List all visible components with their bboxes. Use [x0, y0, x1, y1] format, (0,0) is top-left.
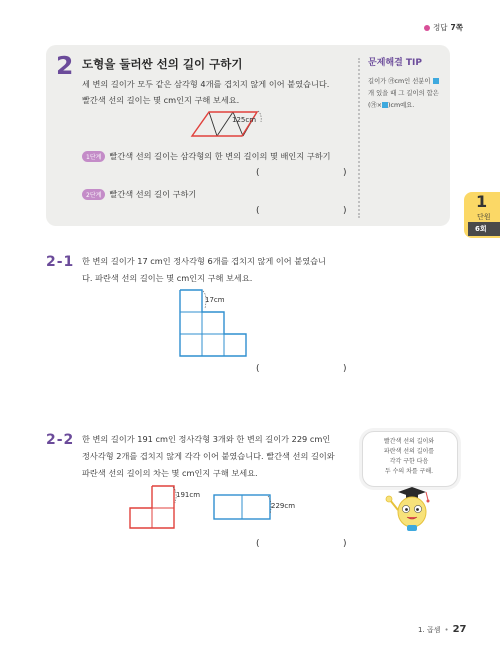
tip-line2: 개 있을 때 그 길이의 합은 [368, 90, 439, 97]
q2-2-answer-open: ( [256, 539, 260, 549]
q2-2-text-line3: 파란색 선의 길이의 차는 몇 cm인지 구해 보세요. [82, 468, 258, 478]
triangle-strip-figure [190, 106, 270, 140]
footer-separator-icon: • [444, 625, 449, 634]
red-square-figure [128, 484, 176, 530]
question-2-1-number: 2-1 [46, 254, 75, 270]
footer-section: 1. 곱셈 [418, 625, 441, 634]
tip-line3-end: )cm예요. [388, 102, 415, 109]
q2-1-text-line2: 다. 파란색 선의 길이는 몇 cm인지 구해 보세요. [82, 273, 253, 283]
bullet-icon [424, 25, 430, 31]
square-side-label: 17cm [205, 296, 225, 304]
problem-number: 2 [56, 51, 74, 80]
step1-text: 빨간색 선의 길이는 삼각형의 한 변의 길이의 몇 배인지 구하기 [109, 151, 331, 161]
q2-1-answer-field[interactable] [262, 362, 340, 376]
problem-text-line1: 세 변의 길이가 모두 같은 삼각형 4개를 겹치지 않게 이어 붙였습니다. [82, 79, 330, 89]
hint-line2: 파란색 선의 길이를 [383, 448, 435, 455]
q2-2-text-line1: 한 변의 길이가 191 cm인 정사각형 3개와 한 변의 길이가 229 cm인 [82, 434, 331, 444]
page-number: 27 [452, 624, 467, 635]
step2-row [82, 189, 196, 200]
triangle-side-label: 125cm [232, 116, 257, 124]
unit-label: 단원 [477, 213, 491, 221]
red-square-side-label: 191cm [176, 491, 201, 499]
mascot-icon [384, 486, 440, 532]
q2-2-answer-field[interactable] [262, 537, 340, 551]
hint-line4: 두 수의 차를 구해. [384, 468, 434, 475]
step1-row [82, 151, 331, 162]
step1-badge: 1단계 [82, 151, 105, 162]
triangle-edge [209, 112, 217, 136]
blue-square-figure [212, 493, 274, 521]
unit-number: 1 [476, 192, 488, 211]
step1-answer-close: ) [343, 168, 347, 178]
answer-label: 정답 [433, 23, 448, 32]
step1-answer-field[interactable] [262, 166, 340, 180]
tip-line1: 길이가 ㉮cm인 선분이 [368, 78, 431, 85]
answer-page: 7쪽 [450, 23, 463, 32]
question-2-2-number: 2-2 [46, 432, 75, 448]
tip-divider [358, 58, 360, 218]
tip-text [368, 76, 439, 112]
q2-2-text-line2: 정사각형 2개를 겹치지 않게 각각 이어 붙였습니다. 빨간색 선의 길이와 [82, 451, 335, 461]
step2-badge: 2단계 [82, 189, 105, 200]
step2-answer-field[interactable] [262, 204, 340, 218]
hint-line1: 빨간색 선의 길이와 [383, 438, 435, 445]
hint-text [364, 437, 454, 477]
tip-line3-start: (㉮× [368, 102, 383, 109]
answer-reference [424, 22, 463, 33]
problem-text-line2: 빨간색 선의 길이는 몇 cm인지 구해 보세요. [82, 95, 240, 105]
session-label: 6회 [475, 225, 487, 233]
triangle-edge [217, 112, 233, 136]
page-footer [418, 624, 467, 635]
step2-answer-close: ) [343, 206, 347, 216]
blue-square-side-label: 229cm [271, 502, 296, 510]
q2-1-text-line1: 한 변의 길이가 17 cm인 정사각형 6개를 겹치지 않게 이어 붙였습니 [82, 256, 326, 266]
step1-answer-open: ( [256, 168, 260, 178]
q2-2-answer-close: ) [343, 539, 347, 549]
tip-title: 문제해결 TIP [368, 58, 422, 68]
step2-text: 빨간색 선의 길이 구하기 [109, 189, 197, 199]
measure-arc [258, 111, 261, 122]
q2-1-answer-open: ( [256, 364, 260, 374]
q2-1-answer-close: ) [343, 364, 347, 374]
step2-answer-open: ( [256, 206, 260, 216]
hint-line3: 각각 구한 다음 [389, 458, 429, 465]
problem-title: 도형을 둘러싼 선의 길이 구하기 [82, 57, 243, 71]
blue-square-icon [433, 78, 439, 84]
